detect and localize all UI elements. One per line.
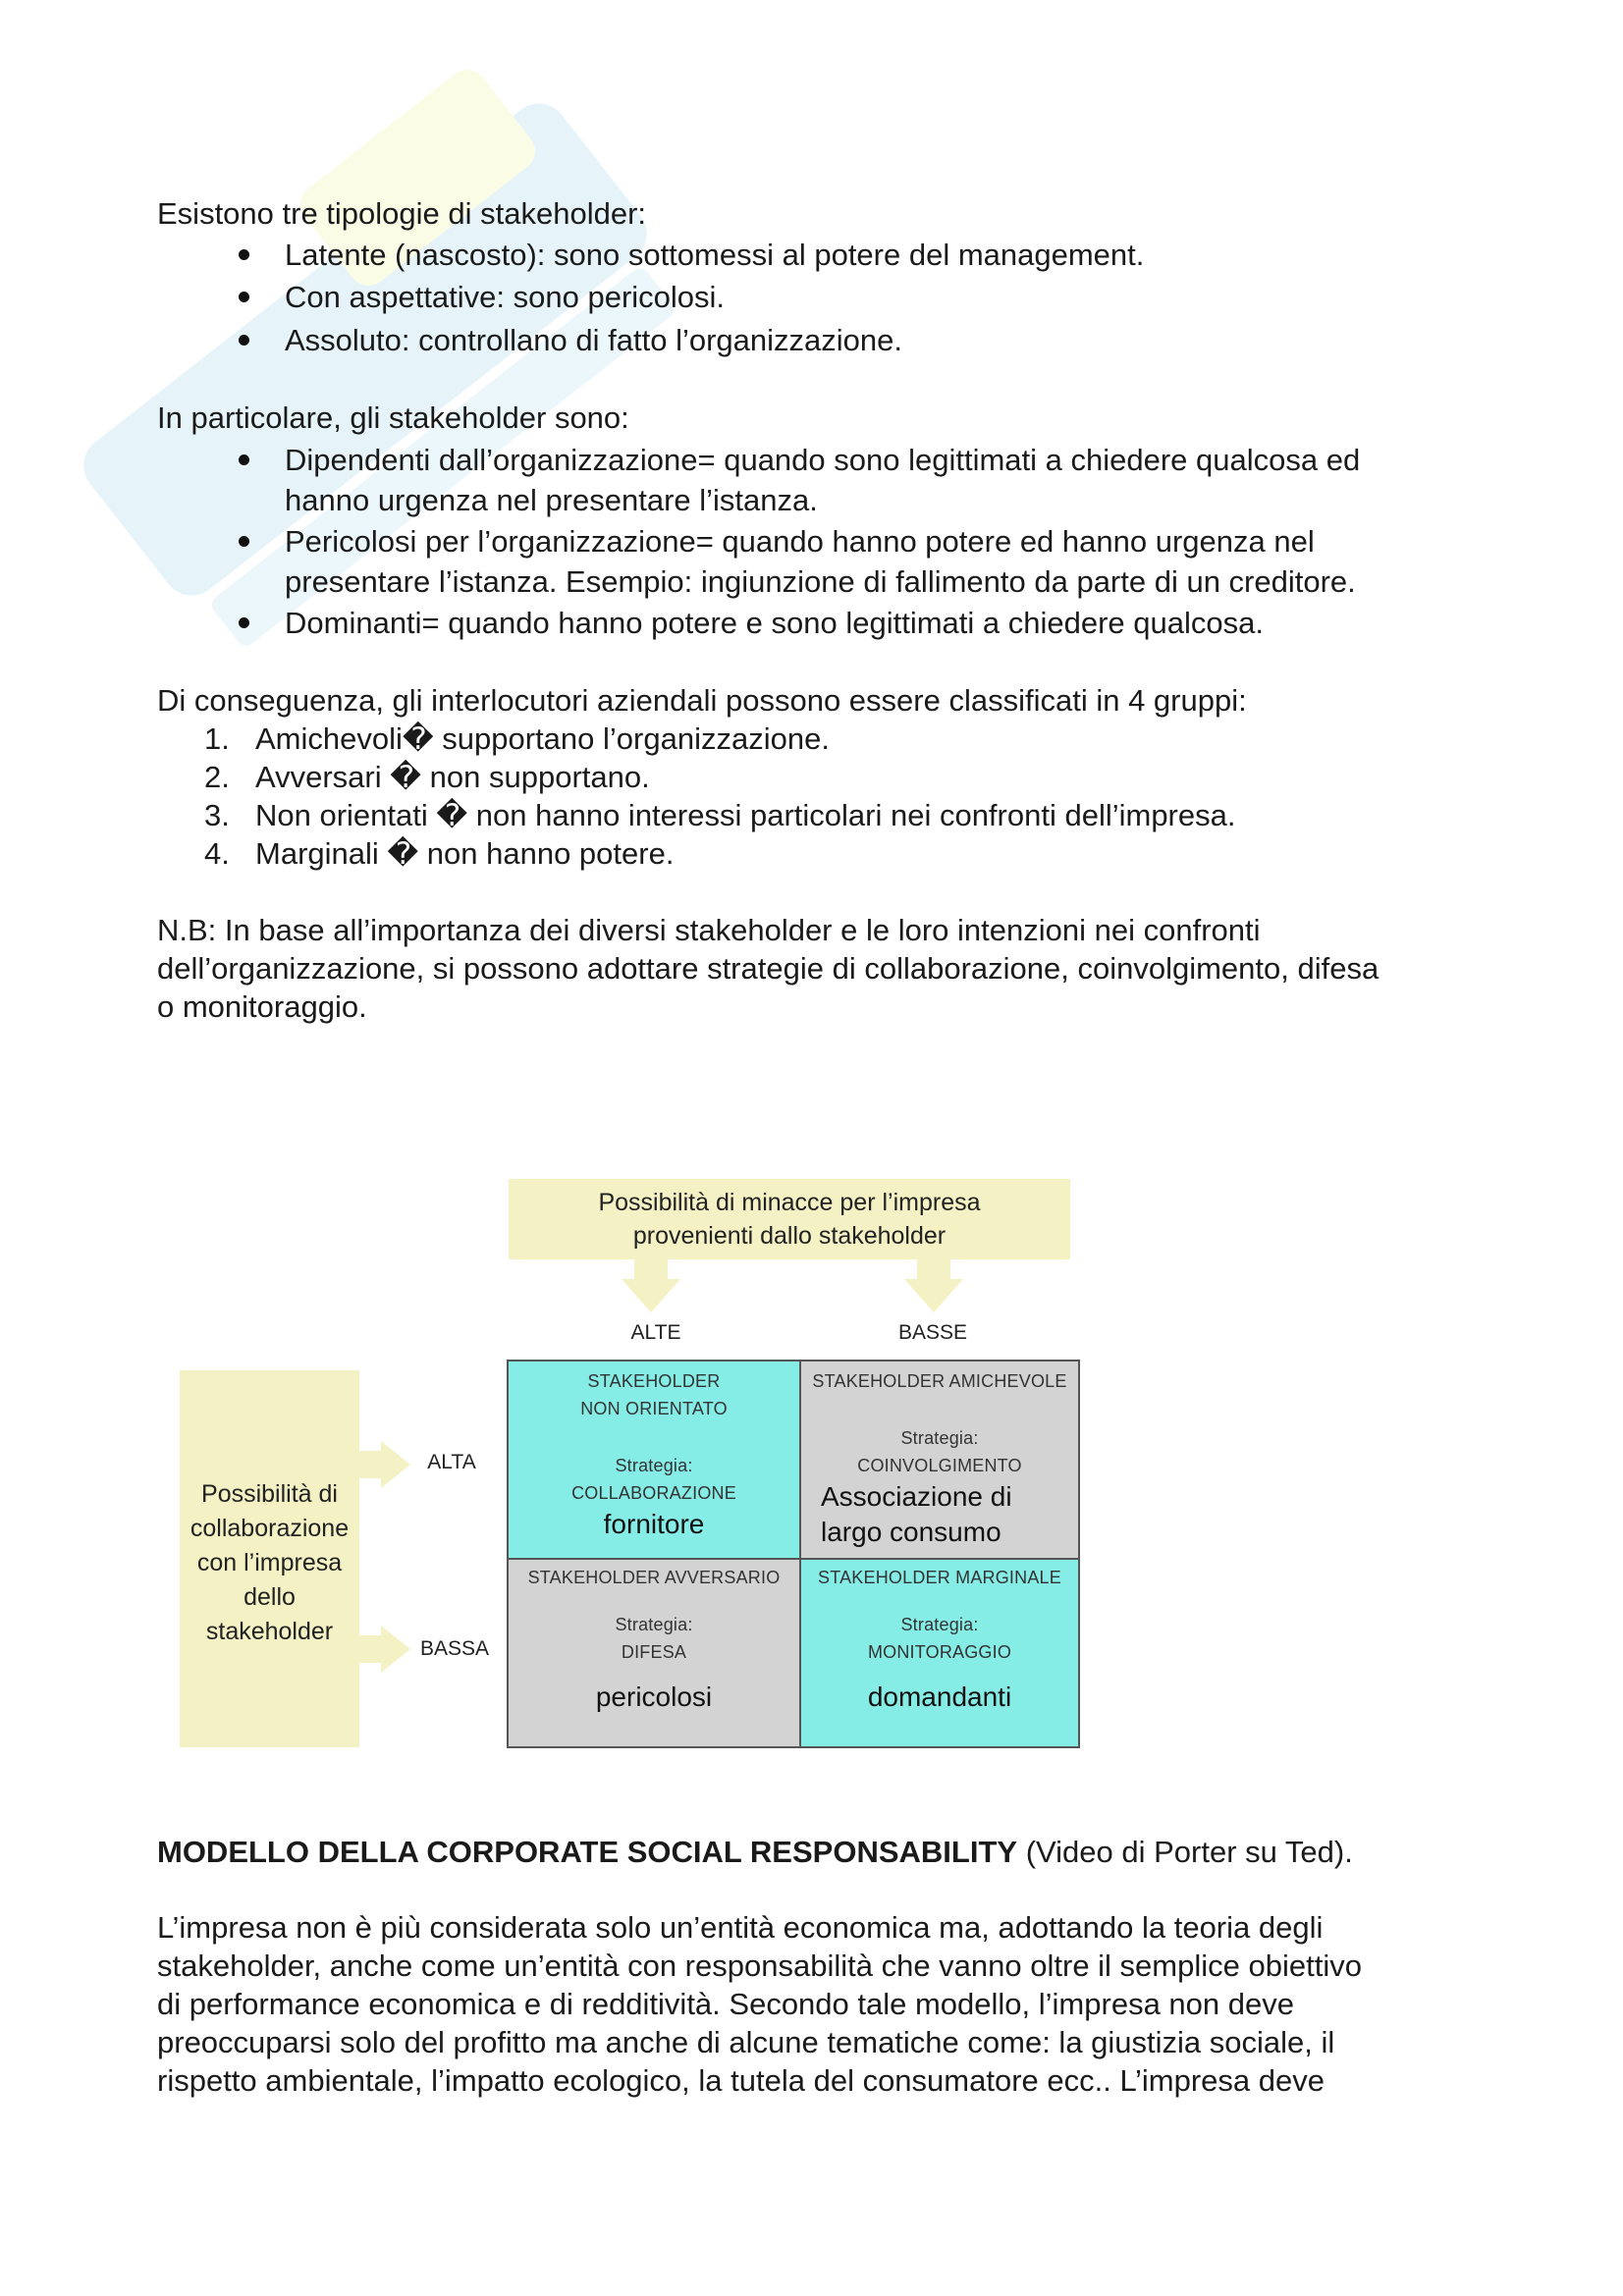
list-number: 3. (204, 798, 230, 832)
bullet-icon (239, 454, 249, 465)
cell-title: STAKEHOLDER AVVERSARIO (527, 1568, 781, 1587)
csr-paragraph-line: rispetto ambientale, l’impatto ecologico, la tutela del consumatore ecc.. L’impresa deve (157, 2063, 1325, 2098)
strategy-label: Strategia: (615, 1456, 693, 1475)
list-number: 2. (204, 760, 230, 794)
section3-intro: Di conseguenza, gli interlocutori aziendali possono essere classificati in 4 gruppi: (157, 683, 1247, 718)
list-number: 4. (204, 836, 230, 871)
arrow-down-icon (904, 1279, 963, 1312)
list-item: Non orientati � non hanno interessi particolari nei confronti dell’impresa. (255, 798, 1236, 832)
list-item: Con aspettative: sono pericolosi. (285, 280, 726, 314)
csr-paragraph-line: L’impresa non è più considerata solo un’entità economica ma, adottando la teoria degli (157, 1910, 1324, 1945)
arrow-down-icon (917, 1259, 950, 1279)
strategy-value: DIFESA (621, 1642, 687, 1662)
column-label-basse: BASSE (897, 1321, 968, 1344)
bullet-icon (239, 249, 249, 260)
csr-heading-rest: (Video di Porter su Ted). (1017, 1835, 1353, 1869)
cell-marginale (799, 1558, 1080, 1748)
cell-example: pericolosi (595, 1682, 713, 1712)
arrow-down-icon (622, 1279, 680, 1312)
threat-label-line2: provenienti dallo stakeholder (632, 1222, 947, 1250)
csr-paragraph-line: di performance economica e di redditività. Secondo tale modello, l’impresa non deve (157, 1987, 1294, 2021)
column-label-alte: ALTE (630, 1321, 681, 1344)
cell-non-orientato (507, 1360, 801, 1560)
collaboration-label-line: con l’impresa (196, 1549, 343, 1576)
collaboration-label-line: collaborazione (189, 1515, 350, 1542)
strategy-label: Strategia: (615, 1615, 693, 1634)
collaboration-label-line: dello (243, 1583, 296, 1611)
arrow-right-icon (359, 1635, 381, 1663)
collaboration-label-line: Possibilità di (201, 1480, 338, 1508)
section2-intro: In particolare, gli stakeholder sono: (157, 400, 629, 435)
cell-title: NON ORIENTATO (580, 1399, 728, 1418)
note-line: dell’organizzazione, si possono adottare strategie di collaborazione, coinvolgimento, difesa (157, 951, 1380, 986)
bullet-icon (239, 536, 249, 547)
csr-paragraph-line: preoccuparsi solo del profitto ma anche di alcune tematiche come: la giustizia sociale, il (157, 2025, 1335, 2059)
bullet-icon (239, 292, 249, 302)
cell-amichevole (799, 1360, 1080, 1560)
strategy-value: COINVOLGIMENTO (857, 1456, 1022, 1475)
cell-title: STAKEHOLDER (587, 1371, 721, 1391)
csr-heading-bold: MODELLO DELLA CORPORATE SOCIAL RESPONSABILITY (157, 1835, 1018, 1869)
list-item-continuation: presentare l’istanza. Esempio: ingiunzione di fallimento da parte di un creditore. (285, 564, 1356, 599)
list-item-continuation: hanno urgenza nel presentare l’istanza. (285, 483, 818, 517)
strategy-value: COLLABORAZIONE (571, 1483, 736, 1503)
strategy-value: MONITORAGGIO (867, 1642, 1012, 1662)
bullet-icon (239, 617, 249, 628)
cell-example: largo consumo (821, 1517, 1001, 1547)
list-item: Dominanti= quando hanno potere e sono legittimati a chiedere qualcosa. (285, 606, 1264, 640)
strategy-label: Strategia: (900, 1615, 979, 1634)
list-number: 1. (204, 721, 230, 756)
cell-avversario (507, 1558, 801, 1748)
list-item: Marginali � non hanno potere. (255, 836, 675, 871)
section1-intro: Esistono tre tipologie di stakeholder: (157, 196, 647, 231)
list-item: Amichevoli� supportano l’organizzazione. (255, 721, 830, 756)
cell-title: STAKEHOLDER MARGINALE (818, 1568, 1061, 1587)
arrow-right-icon (381, 1441, 410, 1488)
cell-title: STAKEHOLDER AMICHEVOLE (812, 1371, 1067, 1391)
cell-example: domandanti (867, 1682, 1012, 1712)
list-item: Pericolosi per l’organizzazione= quando hanno potere ed hanno urgenza nel (285, 524, 1315, 559)
list-item: Latente (nascosto): sono sottomessi al potere del management. (285, 238, 1145, 272)
arrow-right-icon (381, 1626, 410, 1673)
arrow-down-icon (634, 1259, 668, 1279)
note-line: o monitoraggio. (157, 989, 367, 1024)
arrow-right-icon (359, 1451, 381, 1478)
cell-example: Associazione di (821, 1481, 1012, 1512)
csr-heading (157, 1833, 1353, 1871)
row-label-alta: ALTA (427, 1451, 476, 1473)
collaboration-label-line: stakeholder (205, 1618, 334, 1645)
note-line: N.B: In base all’importanza dei diversi stakeholder e le loro intenzioni nei confronti (157, 913, 1261, 947)
csr-paragraph-line: stakeholder, anche come un’entità con responsabilità che vanno oltre il semplice obiettivo (157, 1949, 1362, 1983)
row-label-bassa: BASSA (419, 1637, 490, 1660)
threat-label-line1: Possibilità di minacce per l’impresa (598, 1189, 981, 1216)
bullet-icon (239, 335, 249, 346)
list-item: Assoluto: controllano di fatto l’organizzazione. (285, 323, 902, 357)
strategy-label: Strategia: (900, 1428, 979, 1448)
cell-example: fornitore (603, 1509, 705, 1539)
list-item: Avversari � non supportano. (255, 760, 650, 794)
list-item: Dipendenti dall’organizzazione= quando sono legittimati a chiedere qualcosa ed (285, 443, 1361, 477)
